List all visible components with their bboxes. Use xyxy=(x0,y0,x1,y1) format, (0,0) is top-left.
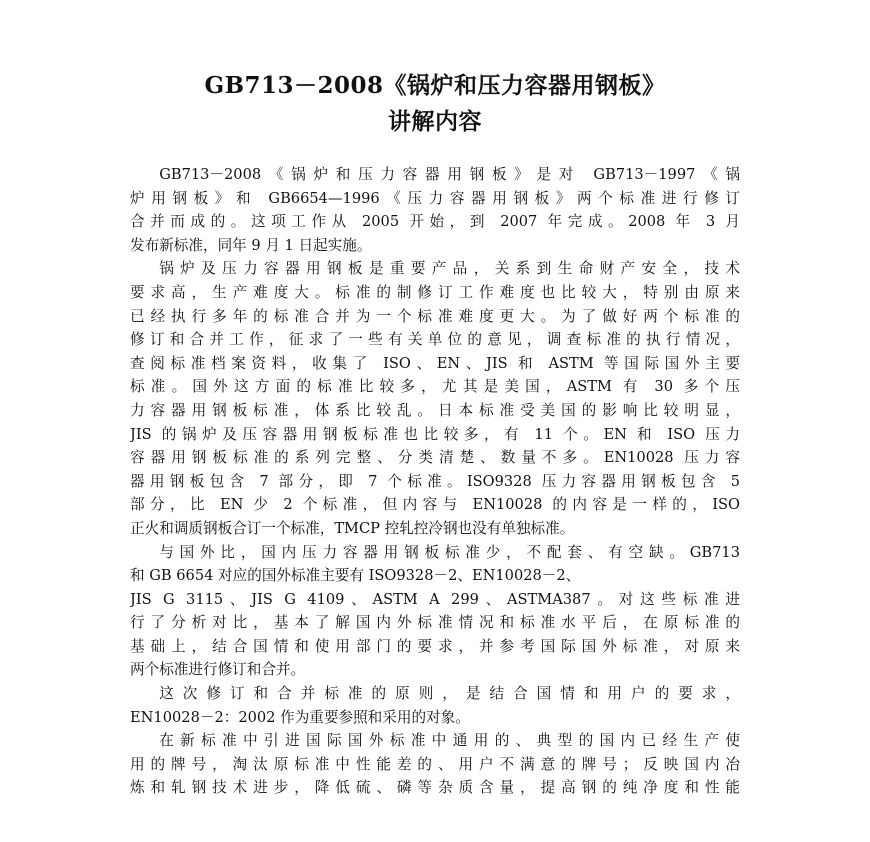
title-line-1: GB713－2008《锅炉和压力容器用钢板》 xyxy=(204,72,666,99)
paragraph-2-line: JIS 的锅炉及压容器用钢板标准也比较多，有 11 个。EN 和 ISO 压力 xyxy=(130,425,740,443)
paragraph-1-line: 合并而成的。这项工作从 2005 开始，到 2007 年完成。2008 年 3 月 xyxy=(130,213,740,231)
paragraph-2-line: 修订和合并工作，征求了一些有关单位的意见，调查标准的执行情况， xyxy=(130,331,740,349)
paragraph-4-line: 这次修订和合并标准的原则，是结合国情和用户的要求， xyxy=(159,685,740,703)
paragraph-1-line: GB713－2008《锅炉和压力容器用钢板》是对 GB713－1997《锅 xyxy=(159,166,740,183)
paragraph-2-line: 查阅标准档案资料，收集了 ISO、EN、JIS 和 ASTM 等国际国外主要 xyxy=(130,354,740,372)
paragraph-3-line: 和 GB 6654 对应的国外标准主要有 ISO9328－2、EN10028－2、 xyxy=(130,567,581,585)
paragraph-2-line: 容器用钢板标准的系列完整、分类清楚、数量不多。EN10028 压力容 xyxy=(130,449,740,467)
paragraph-5-line: 用的牌号，淘汰原标准中性能差的、用户不满意的牌号；反映国内冶 xyxy=(130,755,740,773)
document-title xyxy=(0,68,870,140)
paragraph-1-line: 炉用钢板》和 GB6654—1996《压力容器用钢板》两个标准进行修订 xyxy=(130,189,740,207)
title-line-2: 讲解内容 xyxy=(388,108,482,135)
paragraph-2-line: 锅炉及压力容器用钢板是重要产品，关系到生命财产安全，技术 xyxy=(159,260,740,278)
paragraph-3-line: 两个标准进行修订和合并。 xyxy=(130,661,306,679)
paragraph-2-line: 正火和调质钢板合订一个标准，TMCP 控轧控冷钢也没有单独标准。 xyxy=(130,519,575,537)
paragraph-5-line: 在新标准中引进国际国外标准中通用的、典型的国内已经生产使 xyxy=(159,732,740,750)
paragraph-3-line: 基础上，结合国情和使用部门的要求，并参考国际国外标准，对原来 xyxy=(130,637,740,655)
paragraph-3-line: JIS G 3115、JIS G 4109、ASTM A 299、ASTMA387。对这些标准进 xyxy=(130,590,740,608)
paragraph-3-line: 与国外比，国内压力容器用钢板标准少，不配套、有空缺。GB713 xyxy=(159,543,740,561)
paragraph-1-line: 发布新标准，同年 9 月 1 日起实施。 xyxy=(130,236,372,254)
paragraph-2-line: 部分，比 EN 少 2 个标准，但内容与 EN10028 的内容是一样的，ISO xyxy=(130,496,740,514)
paragraph-2-line: 标准。国外这方面的标准比较多，尤其是美国，ASTM 有 30 多个压 xyxy=(130,378,740,396)
paragraph-4-line: EN10028－2：2002 作为重要参照和采用的对象。 xyxy=(130,708,470,726)
paragraph-2-line: 已经执行多年的标准合并为一个标准难度更大。为了做好两个标准的 xyxy=(130,307,740,325)
paragraph-2-line: 要求高，生产难度大。标准的制修订工作难度也比较大，特别由原来 xyxy=(130,283,740,301)
paragraph-3-line: 行了分析对比，基本了解国内外标准情况和标准水平后，在原标准的 xyxy=(130,614,740,632)
paragraph-2-line: 力容器用钢板标准，体系比较乱。日本标准受美国的影响比较明显， xyxy=(130,401,740,419)
document-body xyxy=(130,163,740,800)
paragraph-5-line: 炼和轧钢技术进步，降低硫、磷等杂质含量，提高钢的纯净度和性能 xyxy=(130,779,740,797)
paragraph-2-line: 器用钢板包含 7 部分，即 7 个标准。ISO9328 压力容器用钢板包含 5 xyxy=(130,472,740,490)
